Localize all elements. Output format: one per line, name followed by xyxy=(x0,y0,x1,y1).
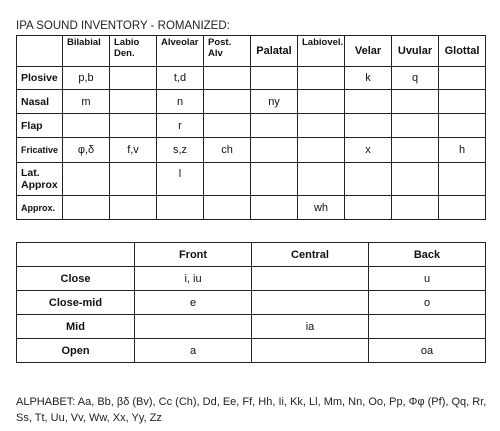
table-cell: n xyxy=(157,90,204,114)
alphabet-text: ALPHABET: Aa, Bb, βδ (Bv), Cc (Ch), Dd, Ee, Ff, Hh, Ii, Kk, Ll, Mm, Nn, Oo, Pp, Φφ (Pf), Qq, Rr, Ss, Tt, Uu, Vv, Ww, Xx, Yy, Zz xyxy=(16,396,487,424)
table-cell xyxy=(251,67,298,90)
table-cell xyxy=(345,114,392,138)
table-cell xyxy=(204,163,251,196)
table-cell xyxy=(392,163,439,196)
column-header: Velar xyxy=(345,36,392,67)
table-cell xyxy=(204,67,251,90)
table-cell: r xyxy=(157,114,204,138)
table-cell: t,d xyxy=(157,67,204,90)
table-cell xyxy=(345,163,392,196)
table-cell: φ,δ xyxy=(63,138,110,163)
table-cell xyxy=(251,138,298,163)
table-cell xyxy=(439,163,486,196)
table-cell: o xyxy=(369,291,486,315)
table-cell xyxy=(392,90,439,114)
row-header: Close-mid xyxy=(17,291,135,315)
table-cell xyxy=(204,90,251,114)
table-cell xyxy=(369,315,486,339)
row-header: Mid xyxy=(17,315,135,339)
table-cell xyxy=(157,196,204,220)
vowel-row xyxy=(17,339,486,363)
table-cell xyxy=(110,163,157,196)
page-title: IPA SOUND INVENTORY - ROMANIZED: xyxy=(16,20,230,32)
table-cell: ny xyxy=(251,90,298,114)
vowel-row xyxy=(17,267,486,291)
column-header: Labiovel. xyxy=(298,36,345,67)
table-cell: q xyxy=(392,67,439,90)
table-cell xyxy=(63,114,110,138)
table-cell xyxy=(439,67,486,90)
table-cell xyxy=(392,114,439,138)
row-header: Plosive xyxy=(17,67,63,90)
consonant-row xyxy=(17,196,486,220)
table-cell xyxy=(63,163,110,196)
column-header: Alveolar xyxy=(157,36,204,67)
table-cell xyxy=(298,138,345,163)
table-cell: a xyxy=(135,339,252,363)
table-cell xyxy=(110,114,157,138)
table-cell xyxy=(110,196,157,220)
corner-cell xyxy=(17,243,135,267)
table-cell xyxy=(439,114,486,138)
column-header: Labio Den. xyxy=(110,36,157,67)
table-cell xyxy=(345,90,392,114)
table-cell: m xyxy=(63,90,110,114)
table-cell xyxy=(252,339,369,363)
consonant-row xyxy=(17,114,486,138)
column-header: Central xyxy=(252,243,369,267)
table-cell xyxy=(63,196,110,220)
table-cell: x xyxy=(345,138,392,163)
row-header: Lat. Approx xyxy=(17,163,63,196)
table-cell: k xyxy=(345,67,392,90)
consonant-row xyxy=(17,138,486,163)
table-cell: u xyxy=(369,267,486,291)
table-cell xyxy=(251,163,298,196)
table-cell xyxy=(345,196,392,220)
row-header: Close xyxy=(17,267,135,291)
consonant-header-row xyxy=(17,36,486,67)
consonant-row xyxy=(17,163,486,196)
table-cell: ch xyxy=(204,138,251,163)
column-header: Back xyxy=(369,243,486,267)
table-cell: s,z xyxy=(157,138,204,163)
table-cell xyxy=(439,90,486,114)
column-header: Palatal xyxy=(251,36,298,67)
table-cell xyxy=(298,163,345,196)
table-cell: l xyxy=(157,163,204,196)
table-cell xyxy=(392,196,439,220)
table-cell xyxy=(298,67,345,90)
table-cell: wh xyxy=(298,196,345,220)
row-header: Approx. xyxy=(17,196,63,220)
table-cell: e xyxy=(135,291,252,315)
table-cell: i, iu xyxy=(135,267,252,291)
column-header: Uvular xyxy=(392,36,439,67)
table-cell: oa xyxy=(369,339,486,363)
table-cell xyxy=(252,291,369,315)
consonant-row xyxy=(17,90,486,114)
table-cell xyxy=(298,90,345,114)
vowel-row xyxy=(17,291,486,315)
row-header: Flap xyxy=(17,114,63,138)
table-cell xyxy=(298,114,345,138)
table-cell xyxy=(392,138,439,163)
table-cell xyxy=(204,114,251,138)
column-header: Post. Alv xyxy=(204,36,251,67)
vowel-row xyxy=(17,315,486,339)
column-header: Front xyxy=(135,243,252,267)
consonant-table xyxy=(16,35,486,220)
table-cell xyxy=(252,267,369,291)
table-cell xyxy=(135,315,252,339)
corner-cell xyxy=(17,36,63,67)
vowel-table xyxy=(16,242,486,363)
vowel-header-row xyxy=(17,243,486,267)
table-cell: ia xyxy=(252,315,369,339)
table-cell xyxy=(110,90,157,114)
row-header: Nasal xyxy=(17,90,63,114)
table-cell xyxy=(439,196,486,220)
table-cell xyxy=(251,196,298,220)
table-cell xyxy=(251,114,298,138)
row-header: Open xyxy=(17,339,135,363)
table-cell: p,b xyxy=(63,67,110,90)
column-header: Glottal xyxy=(439,36,486,67)
column-header: Bilabial xyxy=(63,36,110,67)
consonant-row xyxy=(17,67,486,90)
table-cell: h xyxy=(439,138,486,163)
row-header: Fricative xyxy=(17,138,63,163)
table-cell xyxy=(204,196,251,220)
table-cell: f,v xyxy=(110,138,157,163)
table-cell xyxy=(110,67,157,90)
